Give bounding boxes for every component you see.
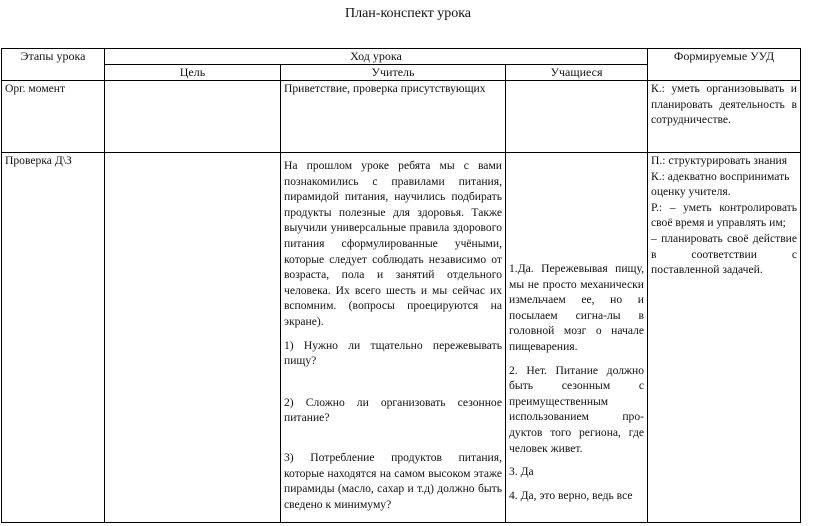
uud-cell — [648, 81, 801, 153]
uud-item-2: К.: адекватно воспринимать оценку учителя. — [651, 169, 790, 199]
answer-4: 4. Да, это верно, ведь все — [509, 488, 633, 502]
teacher-text: Приветствие, проверка присутствующих — [284, 82, 486, 95]
uud-item-3: Р.: – уметь контролировать своё время и управлять им; — [651, 200, 798, 230]
header-students: Учащиеся — [506, 65, 648, 81]
question-3: 3) Потребление продуктов питания, которые находятся на самом высоком этаже пирамиды (масло, сахар и т.д) должно быть сведено к минимуму? — [284, 450, 502, 511]
header-stages: Этапы урока — [2, 49, 105, 81]
uud-item-4: – планировать своё действие в соответствии с поставленной задачей. — [651, 231, 798, 277]
row-org-moment — [2, 81, 801, 153]
answer-3: 3. Да — [509, 465, 534, 479]
students-cell — [506, 81, 648, 153]
stage-cell: Орг. момент — [2, 81, 105, 153]
row-homework-check — [2, 153, 801, 523]
uud-item-1: П.: структурировать знания — [651, 154, 788, 167]
students-cell — [506, 153, 648, 523]
header-goal: Цель — [105, 65, 281, 81]
question-1: 1) Нужно ли тщательно пережевывать пищу? — [284, 338, 502, 368]
lesson-plan-table — [1, 48, 801, 523]
teacher-cell — [281, 81, 506, 153]
teacher-intro-text: На прошлом уроке ребята мы с вами познакомились с правилами питания, пирамидой питания, научились подбирать продукты полезные для здоровья. Также выучили универсальные правила здорового питания сформулированные учёными, которые следует соблюдать независимо от возраста, пола и занятий отдельного человека. Их всего шесть и мы сейчас их вспомним. (вопросы проецируются на экране). — [284, 159, 502, 328]
question-2: 2) Сложно ли организовать сезонное питание? — [284, 395, 502, 425]
goal-cell — [105, 153, 281, 523]
header-teacher: Учитель — [281, 65, 506, 81]
answer-1: 1.Да. Пережевывая пищу, мы не просто механически измельчаем ее, но и посылаем сигна-лы в головной мозг о начале пищеварения. — [509, 262, 645, 353]
uud-text: К.: уметь организовывать и планировать деятельность в сотрудничестве. — [651, 82, 798, 127]
uud-cell — [648, 153, 801, 523]
answer-2: 2. Нет. Питание должно быть сезонным с преимущественным использованием про-дуктов того региона, где человек живет. — [509, 363, 645, 455]
teacher-cell — [281, 153, 506, 523]
stage-cell: Проверка Д\З — [2, 153, 105, 523]
header-course: Ход урока — [105, 49, 648, 65]
page-title: План-конспект урока — [344, 6, 471, 21]
header-row-top — [2, 49, 801, 65]
header-uud: Формируемые УУД — [648, 49, 801, 81]
goal-cell — [105, 81, 281, 153]
